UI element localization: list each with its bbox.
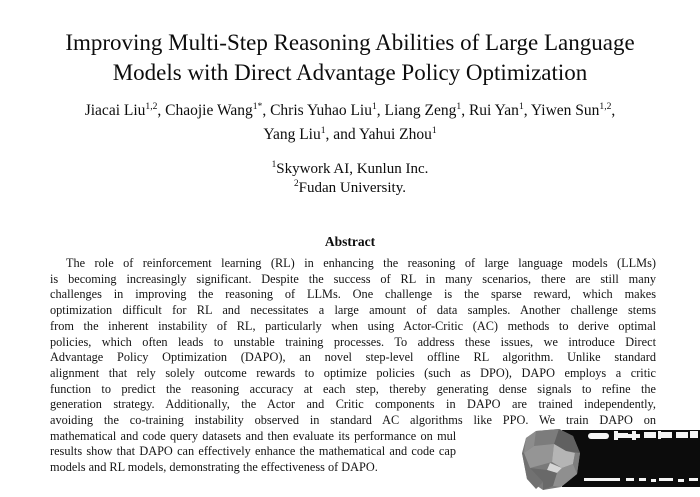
abstract-line: policies, which often leads to unstable training processes. To address these issues, we introduce Direct <box>50 334 656 349</box>
affiliation-superscript: 1 <box>271 160 277 170</box>
author-name: Yang Liu <box>263 126 321 143</box>
author-affiliation-superscript: 1 <box>518 100 524 112</box>
affiliations-block <box>0 160 700 198</box>
watermark-glyph-fragment <box>639 478 646 481</box>
faceted-gem-icon <box>521 429 583 491</box>
abstract-line: Advantage Policy Optimization (DAPO), an novel step-level offline RL algorithm. Unlike standard <box>50 350 656 365</box>
watermark-glyph-fragment <box>678 479 684 482</box>
watermark-glyph-fragment <box>659 478 673 481</box>
abstract-line: avoiding the co-training instability observed in standard AC algorithms like PPO. We train DAPO on <box>50 413 656 428</box>
watermark-glyph-fragment <box>618 433 628 438</box>
author-affiliation-superscript: 1* <box>252 100 263 112</box>
author-affiliation-superscript: 1 <box>456 100 462 112</box>
author-name: Liang Zeng <box>384 102 457 119</box>
author-affiliation-superscript: 1 <box>431 124 437 136</box>
watermark-glyph-fragment <box>690 431 698 438</box>
author-name: Chris Yuhao Liu <box>270 102 372 119</box>
affiliation-superscript: 2 <box>293 179 299 189</box>
watermark-logo <box>519 429 700 493</box>
title-line-2: Models with Direct Advantage Policy Optimization <box>112 60 588 85</box>
abstract-line: results show that DAPO can effectively enhance the mathematical and code cap <box>50 444 456 459</box>
watermark-glyph-fragment <box>689 478 698 481</box>
watermark-glyph-fragment <box>588 433 609 439</box>
title-line-1: Improving Multi-Step Reasoning Abilities of Large Language <box>65 30 635 55</box>
author-affiliation-superscript: 1,2 <box>599 100 612 112</box>
author-name: Chaojie Wang <box>165 102 253 119</box>
abstract-line: challenges in improving the reasoning of LLMs. One challenge is the sparse reward, which makes <box>50 287 656 302</box>
affiliation-line-2: $^2$Fudan University. <box>293 179 406 196</box>
watermark-glyph-fragment <box>676 432 688 438</box>
abstract-line: alignment that rely solely outcome rewards to optimize policies (such as DPO), DAPO employs a critic <box>50 365 656 380</box>
author-affiliation-superscript: 1 <box>320 124 326 136</box>
watermark-glyph-fragment <box>644 432 656 438</box>
abstract-line: generation strategy. Additionally, the Actor and Critic components in DAPO are trained independently, <box>50 397 656 412</box>
abstract-line: function to predict the reasoning accuracy at each step, thereby generating dense signals to refine the <box>50 381 656 396</box>
abstract-line: is becoming increasingly significant. Despite the success of RL in many scenarios, there are still many <box>50 271 656 286</box>
author-affiliation-superscript: 1,2 <box>145 100 158 112</box>
abstract-line: mathematical and code query datasets and then evaluate its performance on mul <box>50 428 457 443</box>
author-line-1: Jiacai Liu$^{1,2}$, Chaojie Wang$^{1*}$, Chris Yuhao Liu$^1$, Liang Zeng$^1$, Rui Yan$^1$, Yiwen Sun$^{1,2}$, <box>84 100 616 119</box>
watermark-glyph-fragment <box>626 478 634 481</box>
abstract-heading: Abstract <box>324 234 376 249</box>
abstract-line: optimization difficult for RL and necessitates a large amount of data samples. Another challenge stems <box>50 303 656 318</box>
abstract-line: models and RL models, demonstrating the effectiveness of DAPO. <box>50 460 378 475</box>
watermark-glyph-fragment <box>651 479 656 482</box>
author-affiliation-superscript: 1 <box>371 100 377 112</box>
author-name: Yahui Zhou <box>358 126 432 143</box>
affiliation-line-1: $^1$Skywork AI, Kunlun Inc. <box>271 160 429 177</box>
paper-title <box>0 28 700 88</box>
watermark-glyph-fragment <box>584 478 620 481</box>
abstract-line: from the inherent instability of RL, particularly when using Actor-Critic (AC) methods to derive optimal <box>50 318 656 333</box>
author-name: Rui Yan <box>468 102 519 119</box>
author-name: Yiwen Sun <box>530 102 600 119</box>
abstract-line: The role of reinforcement learning (RL) in enhancing the reasoning of large language models (LLMs) <box>66 256 656 270</box>
watermark-glyph-fragment <box>632 431 636 440</box>
watermark-glyph-fragment <box>660 432 672 438</box>
author-lines <box>0 99 700 147</box>
author-line-2: Yang Liu$^1$, and Yahui Zhou$^1$ <box>263 124 437 143</box>
author-name: Jiacai Liu <box>84 102 146 119</box>
